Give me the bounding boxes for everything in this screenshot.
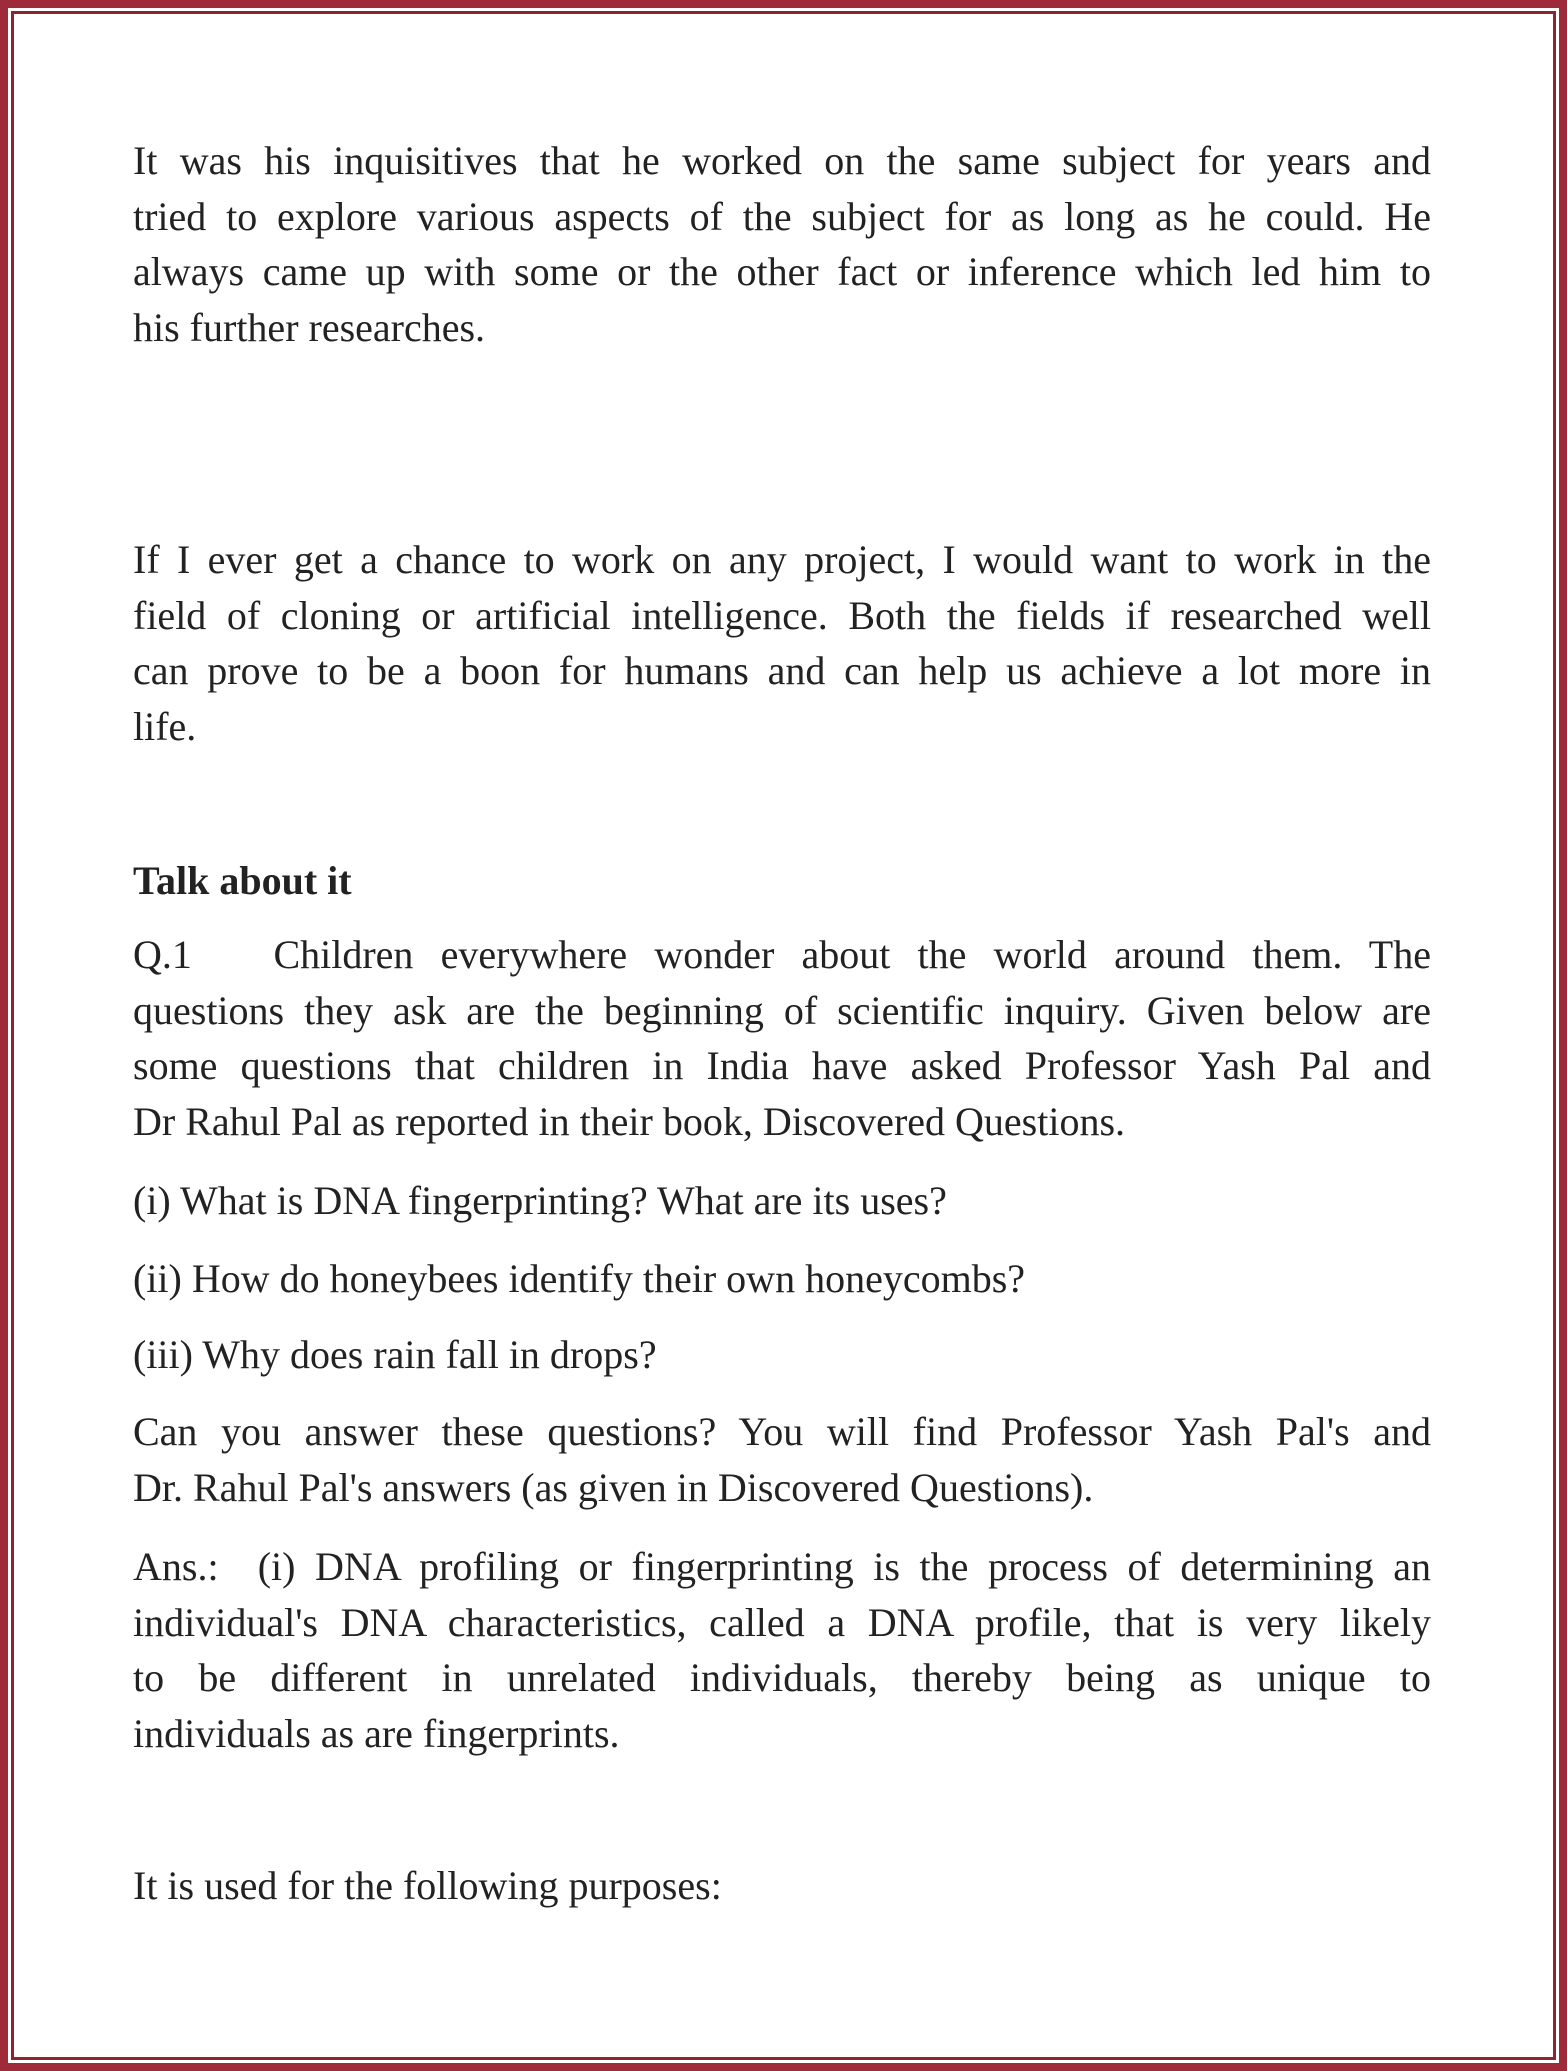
text-line: Q.1 Children everywhere wonder about the world around them. The <box>133 932 1431 977</box>
text-line: It is used for the following purposes: <box>133 1863 722 1908</box>
text-line: his further researches. <box>133 304 486 350</box>
paragraph-inquisitiveness <box>133 133 1431 355</box>
text-line: life. <box>133 703 197 749</box>
sub-question-1 <box>133 1173 1431 1229</box>
text-line: field of cloning or artificial intelligence. Both the fields if researched well <box>133 592 1431 638</box>
text-line: It was his inquisitives that he worked on the same subject for years and <box>133 138 1431 183</box>
text-line: some questions that children in India have asked Professor Yash Pal and <box>133 1043 1431 1088</box>
text-line: (ii) How do honeybees identify their own honeycombs? <box>133 1256 1026 1301</box>
section-heading <box>133 853 1431 909</box>
text-line: Can you answer these questions? You will find Professor Yash Pal's and <box>133 1409 1431 1454</box>
answer-paragraph <box>133 1539 1431 1761</box>
text-line: Ans.: (i) DNA profiling or fingerprinting is the process of determining an <box>133 1544 1431 1589</box>
text-line: to be different in unrelated individuals, thereby being as unique to <box>133 1655 1431 1700</box>
text-line: (i) What is DNA fingerprinting? What are its uses? <box>133 1178 947 1223</box>
text-line: can prove to be a boon for humans and can help us achieve a lot more in <box>133 648 1431 693</box>
sub-question-3 <box>133 1327 1431 1383</box>
text-line: Dr. Rahul Pal's answers (as given in Discovered Questions). <box>133 1464 1094 1510</box>
text-line: tried to explore various aspects of the subject for as long as he could. He <box>133 193 1431 239</box>
text-line: individual's DNA characteristics, called a DNA profile, that is very likely <box>133 1599 1431 1645</box>
text-line: (iii) Why does rain fall in drops? <box>133 1332 657 1377</box>
text-line: always came up with some or the other fact or inference which led him to <box>133 249 1431 294</box>
text-line: Dr Rahul Pal as reported in their book, Discovered Questions. <box>133 1098 1126 1144</box>
sub-question-2 <box>133 1251 1431 1307</box>
text-line: questions they ask are the beginning of scientific inquiry. Given below are <box>133 987 1431 1033</box>
text-line: If I ever get a chance to work on any project, I would want to work in the <box>133 537 1431 582</box>
heading-text: Talk about it <box>133 858 352 903</box>
prompt-paragraph <box>133 1404 1431 1515</box>
closing-line <box>133 1858 1431 1914</box>
question-1 <box>133 927 1431 1149</box>
text-line: individuals as are fingerprints. <box>133 1710 620 1756</box>
paragraph-project <box>133 532 1431 754</box>
